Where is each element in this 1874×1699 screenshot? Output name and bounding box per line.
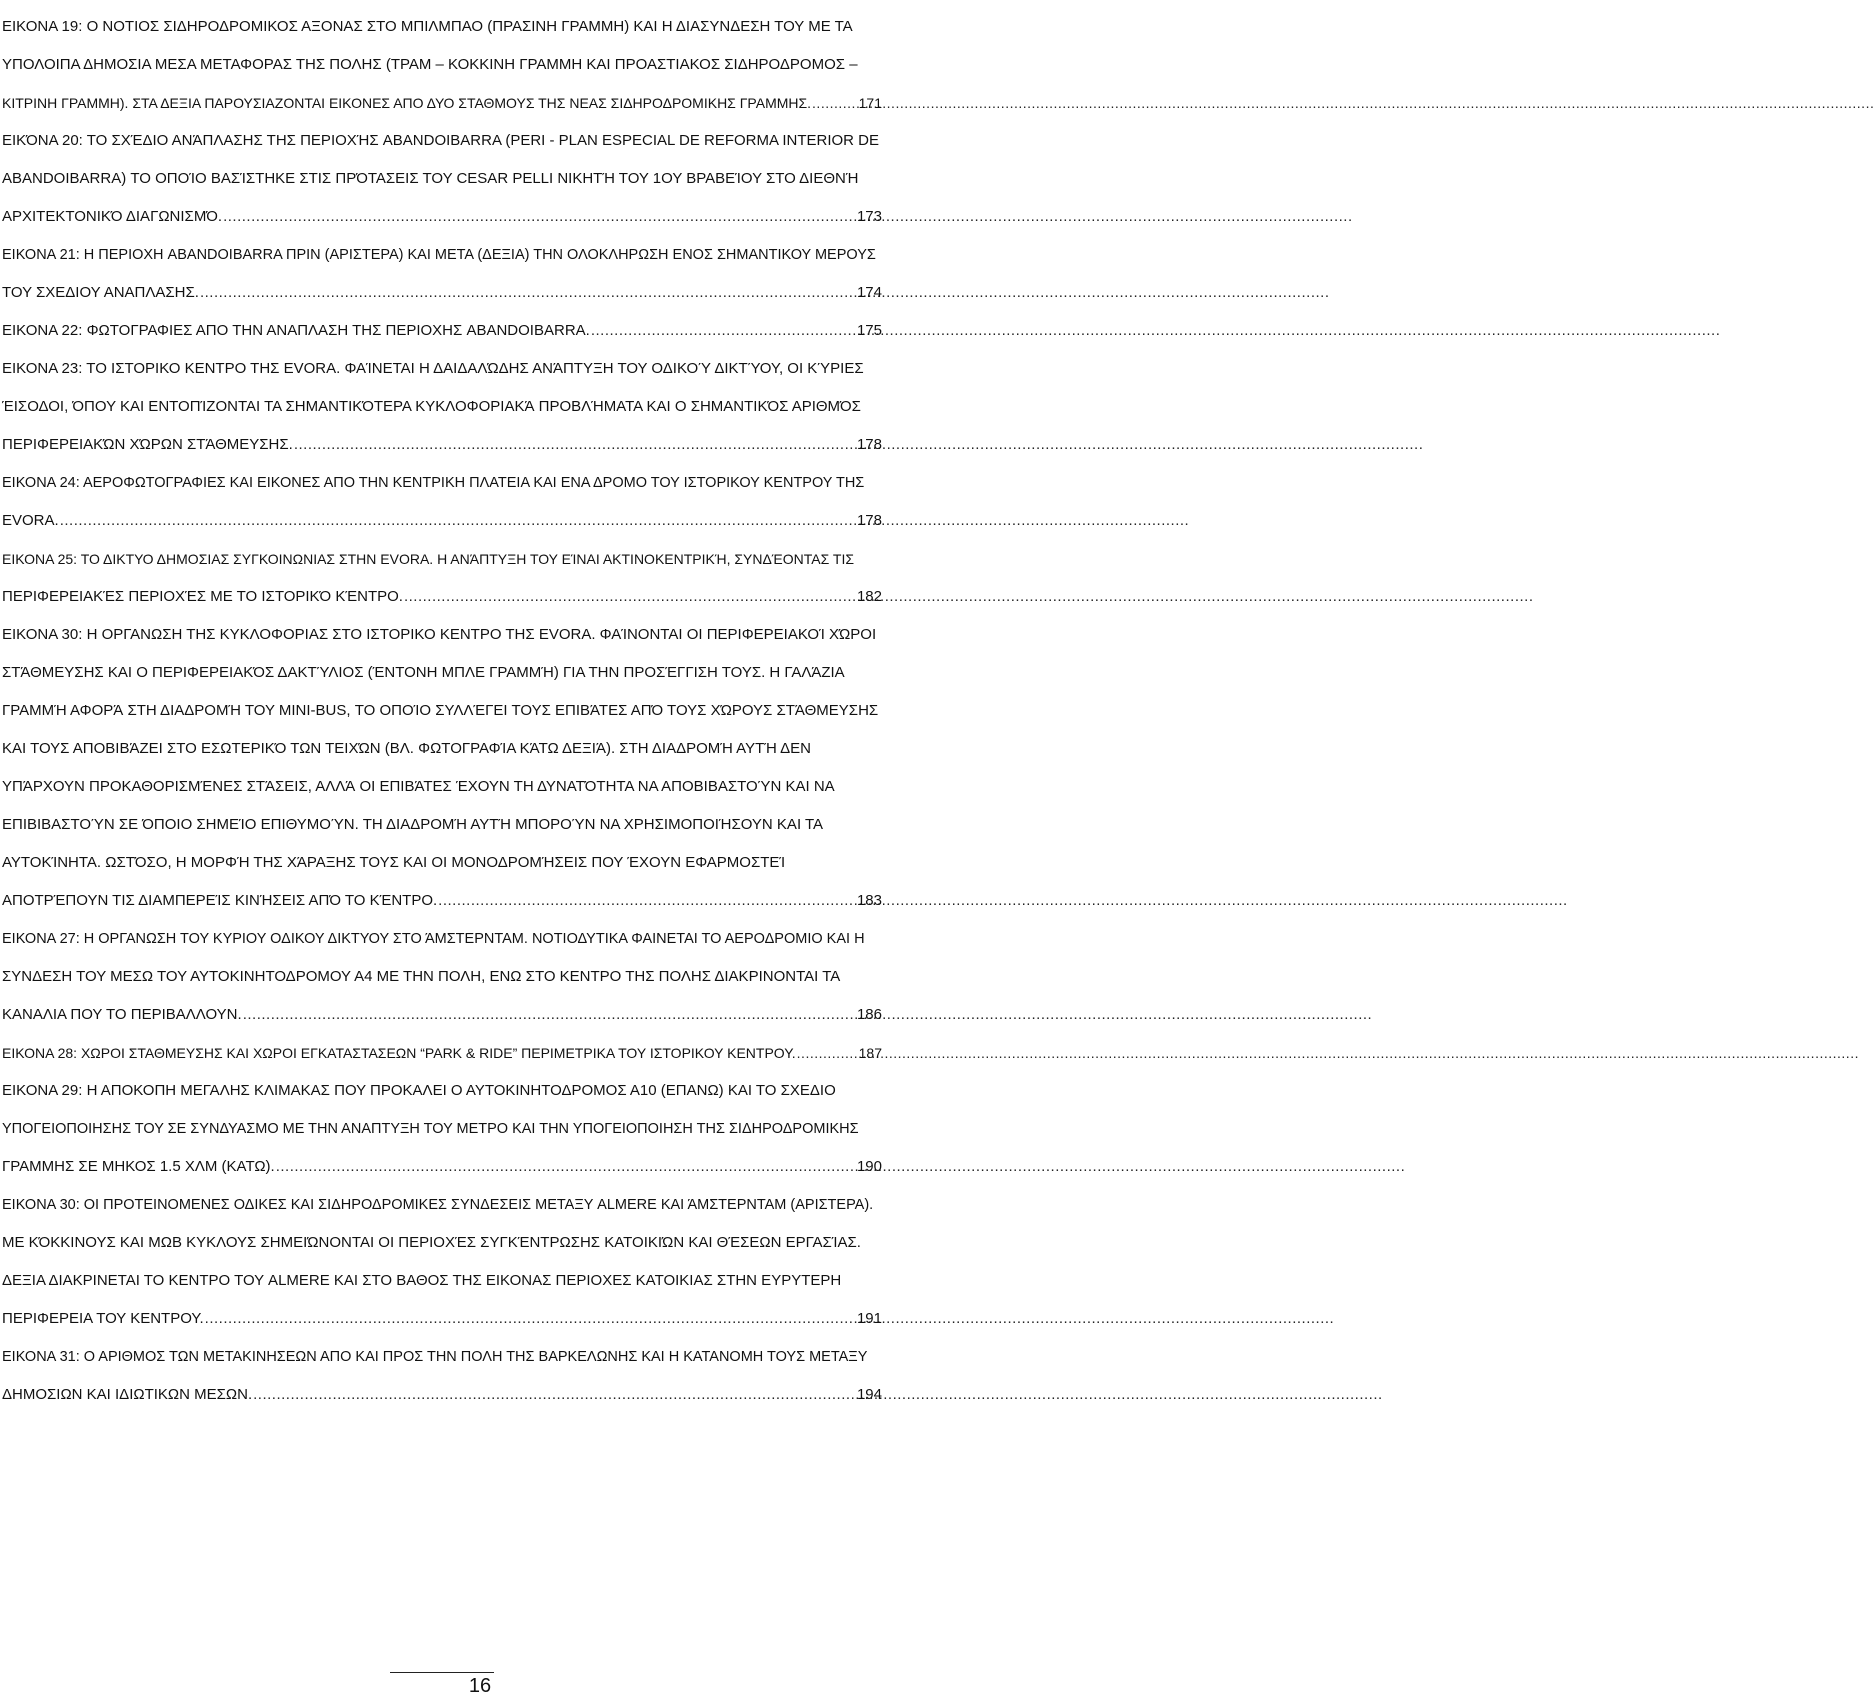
entry-line bbox=[2, 958, 882, 996]
entry-text: ΑΠΟΤΡΈΠΟΥΝ ΤΙΣ ΔΙΑΜΠΕΡΕΊΣ ΚΙΝΉΣΕΙΣ ΑΠΌ ΤΟ ΚΈΝΤΡΟ. bbox=[2, 892, 438, 909]
entry-line bbox=[2, 350, 882, 388]
entry-text: ΜΕ ΚΌΚΚΙΝΟΥΣ ΚΑΙ ΜΩΒ ΚΥΚΛΟΥΣ ΣΗΜΕΙΏΝΟΝΤΑΙ ΟΙ ΠΕΡΙΟΧΈΣ ΣΥΓΚΈΝΤΡΩΣΗΣ ΚΑΤΟΙΚΙΏΝ ΚΑΙ ΘΈΣΕΩΝ ΕΡΓΑΣΊΑΣ. bbox=[2, 1234, 861, 1251]
dot-leader bbox=[243, 996, 856, 1034]
dot-leader bbox=[812, 84, 858, 122]
entry-line bbox=[2, 1376, 882, 1414]
figure-entry[interactable] bbox=[2, 1338, 882, 1414]
entry-line bbox=[2, 502, 882, 540]
figure-entry[interactable] bbox=[2, 1072, 882, 1186]
entry-page-number[interactable]: 186 bbox=[856, 1006, 882, 1023]
entry-line bbox=[2, 578, 882, 616]
entry-text: ΕΙΚΟΝΑ 25: ΤΟ ΔΙΚΤΥΟ ΔΗΜΟΣΙΑΣ ΣΥΓΚΟΙΝΩΝΙΑΣ ΣΤΗΝ EVORA. Η ΑΝΆΠΤΥΞΗ ΤΟΥ ΕΊΝΑΙ ΑΚΤΙΝΟΚΕΝΤΡΙΚΉ, ΣΥΝΔΈΟΝΤΑΣ ΤΙΣ bbox=[2, 551, 855, 567]
dot-leader bbox=[591, 312, 856, 350]
dot-leader bbox=[294, 426, 856, 464]
entry-text: ΥΠΆΡΧΟΥΝ ΠΡΟΚΑΘΟΡΙΣΜΈΝΕΣ ΣΤΆΣΕΙΣ, ΑΛΛΆ ΟΙ ΕΠΙΒΆΤΕΣ ΈΧΟΥΝ ΤΗ ΔΥΝΑΤΌΤΗΤΑ ΝΑ ΑΠΟΒΙΒΑΣΤΟΎΝ ΚΑΙ ΝΑ bbox=[2, 778, 835, 795]
entry-line bbox=[2, 1148, 882, 1186]
figure-entry[interactable] bbox=[2, 122, 882, 236]
entry-text: ΥΠΟΛΟΙΠΑ ΔΗΜΟΣΙΑ ΜΕΣΑ ΜΕΤΑΦΟΡΑΣ ΤΗΣ ΠΟΛΗΣ (ΤΡΑΜ – ΚΟΚΚΙΝΗ ΓΡΑΜΜΗ ΚΑΙ ΠΡΟΑΣΤΙΑΚΟΣ ΣΙΔΗΡΟΔΡΟΜΟΣ – bbox=[2, 56, 858, 73]
entry-text: ΕΙΚΟΝΑ 30: Η ΟΡΓΑΝΩΣΗ ΤΗΣ ΚΥΚΛΟΦΟΡΙΑΣ ΣΤΟ ΙΣΤΟΡΙΚΟ ΚΕΝΤΡΟ ΤΗΣ EVORA. ΦΑΊΝΟΝΤΑΙ ΟΙ ΠΕΡΙΦΕΡΕΙΑΚΟΊ ΧΏΡΟΙ bbox=[2, 626, 877, 643]
entry-line bbox=[2, 46, 882, 84]
entry-text: ΠΕΡΙΦΕΡΕΙΑ ΤΟΥ ΚΕΝΤΡΟΥ. bbox=[2, 1310, 204, 1327]
entry-line bbox=[2, 1262, 882, 1300]
entry-text: ΣΤΆΘΜΕΥΣΗΣ ΚΑΙ Ο ΠΕΡΙΦΕΡΕΙΑΚΌΣ ΔΑΚΤΎΛΙΟΣ (ΈΝΤΟΝΗ ΜΠΛΕ ΓΡΑΜΜΉ) ΓΙΑ ΤΗΝ ΠΡΟΣΈΓΓΙΣΗ ΤΟΥΣ. Η ΓΑΛΆΖΙΑ bbox=[2, 664, 845, 681]
entry-text: ΈΙΣΟΔΟΙ, ΌΠΟΥ ΚΑΙ ΕΝΤΟΠΊΖΟΝΤΑΙ ΤΑ ΣΗΜΑΝΤΙΚΌΤΕΡΑ ΚΥΚΛΟΦΟΡΙΑΚΆ ΠΡΟΒΛΉΜΑΤΑ ΚΑΙ Ο ΣΗΜΑΝΤΙΚΌΣ ΑΡΙΘΜΌΣ bbox=[2, 398, 861, 415]
entry-text: ΔΗΜΟΣΙΩΝ ΚΑΙ ΙΔΙΩΤΙΚΩΝ ΜΕΣΩΝ. bbox=[2, 1386, 253, 1403]
entry-page-number[interactable]: 173 bbox=[856, 208, 882, 225]
entry-text: ΕΠΙΒΙΒΑΣΤΟΎΝ ΣΕ ΌΠΟΙΟ ΣΗΜΕΊΟ ΕΠΙΘΥΜΟΎΝ. ΤΗ ΔΙΑΔΡΟΜΉ ΑΥΤΉ ΜΠΟΡΟΎΝ ΝΑ ΧΡΗΣΙΜΟΠΟΙΉΣΟΥΝ ΚΑΙ ΤΑ bbox=[2, 816, 824, 833]
entry-text: ΥΠΟΓΕΙΟΠΟΙΗΣΗΣ ΤΟΥ ΣΕ ΣΥΝΔΥΑΣΜΟ ΜΕ ΤΗΝ ΑΝΑΠΤΥΞΗ ΤΟΥ ΜΕΤΡΟ ΚΑΙ ΤΗΝ ΥΠΟΓΕΙΟΠΟΙΗΣΗ ΤΗΣ ΣΙΔΗΡΟΔΡΟΜΙΚΗΣ bbox=[2, 1121, 859, 1137]
entry-text: ΕΙΚΟΝΑ 24: ΑΕΡΟΦΩΤΟΓΡΑΦΙΕΣ ΚΑΙ ΕΙΚΟΝΕΣ ΑΠΟ ΤΗΝ ΚΕΝΤΡΙΚΗ ΠΛΑΤΕΙΑ ΚΑΙ ΕΝΑ ΔΡΟΜΟ ΤΟΥ ΙΣΤΟΡΙΚΟΥ ΚΕΝΤΡΟΥ ΤΗΣ bbox=[2, 475, 865, 491]
figure-entry[interactable] bbox=[2, 920, 882, 1034]
page-number: 16 bbox=[468, 1675, 492, 1697]
entry-text: ΕΙΚΟΝΑ 31: Ο ΑΡΙΘΜΟΣ ΤΩΝ ΜΕΤΑΚΙΝΗΣΕΩΝ ΑΠΟ ΚΑΙ ΠΡΟΣ ΤΗΝ ΠΟΛΗ ΤΗΣ ΒΑΡΚΕΛΩΝΗΣ ΚΑΙ Η ΚΑΤΑΝΟΜΗ ΤΟΥΣ ΜΕΤΑΞΥ bbox=[2, 1349, 868, 1365]
entry-line bbox=[2, 1034, 882, 1072]
dot-leader bbox=[223, 198, 856, 236]
entry-page-number[interactable]: 187 bbox=[858, 1045, 882, 1061]
entry-line bbox=[2, 768, 882, 806]
dot-leader bbox=[200, 274, 856, 312]
figure-entry[interactable] bbox=[2, 236, 882, 312]
entry-page-number[interactable]: 178 bbox=[856, 436, 882, 453]
dot-leader bbox=[60, 502, 856, 540]
entry-page-number[interactable]: 174 bbox=[856, 284, 882, 301]
entry-line bbox=[2, 236, 882, 274]
entry-page-number[interactable]: 171 bbox=[858, 95, 882, 111]
entry-line bbox=[2, 692, 882, 730]
entry-line bbox=[2, 84, 882, 122]
entry-line bbox=[2, 996, 882, 1034]
entry-line bbox=[2, 616, 882, 654]
entry-page-number[interactable]: 194 bbox=[856, 1386, 882, 1403]
figure-entry[interactable] bbox=[2, 1186, 882, 1338]
footer-rule bbox=[390, 1672, 494, 1673]
entry-text: ΓΡΑΜΜΉ ΑΦΟΡΆ ΣΤΗ ΔΙΑΔΡΟΜΉ ΤΟΥ MINI-BUS, ΤΟ ΟΠΟΊΟ ΣΥΛΛΈΓΕΙ ΤΟΥΣ ΕΠΙΒΆΤΕΣ ΑΠΌ ΤΟΥΣ ΧΏΡΟΥΣ ΣΤΆΘΜΕΥΣΗΣ bbox=[2, 702, 879, 719]
figure-entry[interactable] bbox=[2, 1034, 882, 1072]
entry-text: ΕΙΚΟΝΑ 21: Η ΠΕΡΙΟΧΗ ABANDOIBARRA ΠΡΙΝ (ΑΡΙΣΤΕΡΑ) ΚΑΙ ΜΕΤΑ (ΔΕΞΙΑ) ΤΗΝ ΟΛΟΚΛΗΡΩΣΗ ΕΝΟΣ ΣΗΜΑΝΤΙΚΟΥ ΜΕΡΟΥΣ bbox=[2, 247, 876, 263]
entry-text: ΑΡΧΙΤΕΚΤΟΝΙΚΌ ΔΙΑΓΩΝΙΣΜΌ. bbox=[2, 208, 223, 225]
dot-leader bbox=[276, 1148, 856, 1186]
entry-page-number[interactable]: 191 bbox=[856, 1310, 882, 1327]
entry-text: ΣΥΝΔΕΣΗ ΤΟΥ ΜΕΣΩ ΤΟΥ ΑΥΤΟΚΙΝΗΤΟΔΡΟΜΟΥ Α4 ΜΕ ΤΗΝ ΠΟΛΗ, ΕΝΩ ΣΤΟ ΚΕΝΤΡΟ ΤΗΣ ΠΟΛΗΣ ΔΙΑΚΡΙΝΟΝΤΑΙ ΤΑ bbox=[2, 968, 841, 985]
entry-line bbox=[2, 198, 882, 236]
entry-text: ΕΙΚΟΝΑ 23: ΤΟ ΙΣΤΟΡΙΚΟ ΚΕΝΤΡΟ ΤΗΣ EVORA. ΦΑΊΝΕΤΑΙ Η ΔΑΙΔΑΛΏΔΗΣ ΑΝΆΠΤΥΞΗ ΤΟΥ ΟΔΙΚΟΎ ΔΙΚΤΎΟΥ, ΟΙ ΚΎΡΙΕΣ bbox=[2, 360, 864, 377]
entry-line bbox=[2, 1072, 882, 1110]
entry-line bbox=[2, 844, 882, 882]
dot-leader bbox=[797, 1034, 858, 1072]
dot-leader bbox=[205, 1300, 856, 1338]
entry-line bbox=[2, 1338, 882, 1376]
entry-text: ΕΙΚΟΝΑ 19: Ο ΝΟΤΙΟΣ ΣΙΔΗΡΟΔΡΟΜΙΚΟΣ ΑΞΟΝΑΣ ΣΤΟ ΜΠΙΛΜΠΑΟ (ΠΡΑΣΙΝΗ ΓΡΑΜΜΗ) ΚΑΙ Η ΔΙΑΣΥΝΔΕΣΗ ΤΟΥ ΜΕ ΤΑ bbox=[2, 18, 853, 35]
entry-text: ΠΕΡΙΦΕΡΕΙΑΚΏΝ ΧΏΡΩΝ ΣΤΆΘΜΕΥΣΗΣ. bbox=[2, 436, 293, 453]
entry-line bbox=[2, 1186, 882, 1224]
entry-text: ABANDOIBARRA) ΤΟ ΟΠΟΊΟ ΒΑΣΊΣΤΗΚΕ ΣΤΙΣ ΠΡΌΤΑΣΕΙΣ ΤΟΥ CESAR PELLI ΝΙΚΗΤΉ ΤΟΥ 1ΟΥ ΒΡΑΒΕΊΟΥ ΣΤΟ ΔΙΕΘΝΉ bbox=[2, 170, 859, 187]
entry-text: ΓΡΑΜΜΗΣ ΣΕ ΜΗΚΟΣ 1.5 ΧΛΜ (ΚΑΤΩ). bbox=[2, 1158, 275, 1175]
figure-entry[interactable] bbox=[2, 312, 882, 350]
entry-text: ΤΟΥ ΣΧΕΔΙΟΥ ΑΝΑΠΛΑΣΗΣ. bbox=[2, 284, 199, 301]
entry-text: ΔΕΞΙΑ ΔΙΑΚΡΙΝΕΤΑΙ ΤΟ ΚΕΝΤΡΟ ΤΟΥ ALMERE ΚΑΙ ΣΤΟ ΒΑΘΟΣ ΤΗΣ ΕΙΚΟΝΑΣ ΠΕΡΙΟΧΕΣ ΚΑΤΟΙΚΙΑΣ ΣΤΗΝ ΕΥΡΥΤΕΡΗ bbox=[2, 1272, 842, 1289]
figure-entry[interactable] bbox=[2, 350, 882, 464]
entry-text: EVORA. bbox=[2, 512, 59, 529]
entry-text: ΕΙΚΟΝΑ 27: Η ΟΡΓΑΝΩΣΗ ΤΟΥ ΚΥΡΙΟΥ ΟΔΙΚΟΥ ΔΙΚΤΥΟΥ ΣΤΟ ΆΜΣΤΕΡΝΤΑΜ. ΝΟΤΙΟΔΥΤΙΚΑ ΦΑΙΝΕΤΑΙ ΤΟ ΑΕΡΟΔΡΟΜΙΟ ΚΑΙ Η bbox=[2, 931, 865, 947]
entry-line bbox=[2, 654, 882, 692]
entry-page-number[interactable]: 182 bbox=[856, 588, 882, 605]
entry-text: ΠΕΡΙΦΕΡΕΙΑΚΈΣ ΠΕΡΙΟΧΈΣ ΜΕ ΤΟ ΙΣΤΟΡΙΚΌ ΚΈΝΤΡΟ. bbox=[2, 588, 403, 605]
entry-line bbox=[2, 1110, 882, 1148]
entry-line bbox=[2, 426, 882, 464]
entry-page-number[interactable]: 175 bbox=[856, 322, 882, 339]
dot-leader bbox=[253, 1376, 856, 1414]
entry-line bbox=[2, 388, 882, 426]
entry-line bbox=[2, 274, 882, 312]
table-of-figures bbox=[2, 8, 882, 1414]
dot-leader bbox=[404, 578, 856, 616]
entry-text: ΑΥΤΟΚΊΝΗΤΑ. ΩΣΤΌΣΟ, Η ΜΟΡΦΉ ΤΗΣ ΧΆΡΑΞΗΣ ΤΟΥΣ ΚΑΙ ΟΙ ΜΟΝΟΔΡΟΜΉΣΕΙΣ ΠΟΥ ΈΧΟΥΝ ΕΦΑΡΜΟΣΤΕΊ bbox=[2, 854, 786, 871]
entry-line bbox=[2, 464, 882, 502]
entry-text: ΕΙΚΟΝΑ 28: ΧΩΡΟΙ ΣΤΑΘΜΕΥΣΗΣ ΚΑΙ ΧΩΡΟΙ ΕΓΚΑΤΑΣΤΑΣΕΩΝ “PARK & RIDE” ΠΕΡΙΜΕΤΡΙΚΑ ΤΟΥ ΙΣΤΟΡΙΚΟΥ ΚΕΝΤΡΟΥ. bbox=[2, 1045, 796, 1061]
figure-entry[interactable] bbox=[2, 464, 882, 540]
entry-line bbox=[2, 806, 882, 844]
entry-page-number[interactable]: 183 bbox=[856, 892, 882, 909]
entry-page-number[interactable]: 190 bbox=[856, 1158, 882, 1175]
entry-line bbox=[2, 312, 882, 350]
entry-text: ΕΙΚΌΝΑ 20: ΤΟ ΣΧΈΔΙΟ ΑΝΆΠΛΑΣΗΣ ΤΗΣ ΠΕΡΙΟΧΉΣ ABANDOIBARRA (PERI - PLAN ESPECIAL DE REFORMA INTERIOR DE bbox=[2, 132, 880, 149]
entry-text: ΚΑΝΑΛΙΑ ΠΟΥ ΤΟ ΠΕΡΙΒΑΛΛΟΥΝ. bbox=[2, 1006, 242, 1023]
entry-text: ΕΙΚΟΝΑ 22: ΦΩΤΟΓΡΑΦΙΕΣ ΑΠΟ ΤΗΝ ΑΝΑΠΛΑΣΗ ΤΗΣ ΠΕΡΙΟΧΗΣ ABANDOIBARRA. bbox=[2, 322, 590, 339]
figure-entry[interactable] bbox=[2, 616, 882, 920]
entry-line bbox=[2, 1224, 882, 1262]
entry-line bbox=[2, 920, 882, 958]
figure-entry[interactable] bbox=[2, 540, 882, 616]
entry-line bbox=[2, 730, 882, 768]
entry-page-number[interactable]: 178 bbox=[856, 512, 882, 529]
entry-text: ΕΙΚΟΝΑ 30: ΟΙ ΠΡΟΤΕΙΝΟΜΕΝΕΣ ΟΔΙΚΕΣ ΚΑΙ ΣΙΔΗΡΟΔΡΟΜΙΚΕΣ ΣΥΝΔΕΣΕΙΣ ΜΕΤΑΞΥ ALMERE ΚΑΙ ΆΜΣΤΕΡΝΤΑΜ (ΑΡΙΣΤΕΡΑ). bbox=[2, 1197, 874, 1213]
entry-line bbox=[2, 1300, 882, 1338]
entry-text: ΕΙΚΟΝΑ 29: Η ΑΠΟΚΟΠΗ ΜΕΓΑΛΗΣ ΚΛΙΜΑΚΑΣ ΠΟΥ ΠΡΟΚΑΛΕΙ Ο ΑΥΤΟΚΙΝΗΤΟΔΡΟΜΟΣ Α10 (ΕΠΑΝΩ) ΚΑΙ ΤΟ ΣΧΕΔΙΟ bbox=[2, 1082, 836, 1099]
figure-entry[interactable] bbox=[2, 8, 882, 122]
entry-text: ΚΙΤΡΙΝΗ ΓΡΑΜΜΗ). ΣΤΑ ΔΕΞΙΑ ΠΑΡΟΥΣΙΑΖΟΝΤΑΙ ΕΙΚΟΝΕΣ ΑΠΟ ΔΥΟ ΣΤΑΘΜΟΥΣ ΤΗΣ ΝΕΑΣ ΣΙΔΗΡΟΔΡΟΜΙΚΗΣ ΓΡΑΜΜΗΣ. bbox=[2, 95, 812, 111]
dot-leader bbox=[438, 882, 856, 920]
entry-line bbox=[2, 122, 882, 160]
entry-line bbox=[2, 160, 882, 198]
entry-line bbox=[2, 540, 882, 578]
entry-line bbox=[2, 882, 882, 920]
entry-text: ΚΑΙ ΤΟΥΣ ΑΠΟΒΙΒΆΖΕΙ ΣΤΟ ΕΣΩΤΕΡΙΚΌ ΤΩΝ ΤΕΙΧΏΝ (ΒΛ. ΦΩΤΟΓΡΑΦΊΑ ΚΆΤΩ ΔΕΞΙΆ). ΣΤΗ ΔΙΑΔΡΟΜΉ ΑΥΤΉ ΔΕΝ bbox=[2, 740, 812, 757]
entry-line bbox=[2, 8, 882, 46]
